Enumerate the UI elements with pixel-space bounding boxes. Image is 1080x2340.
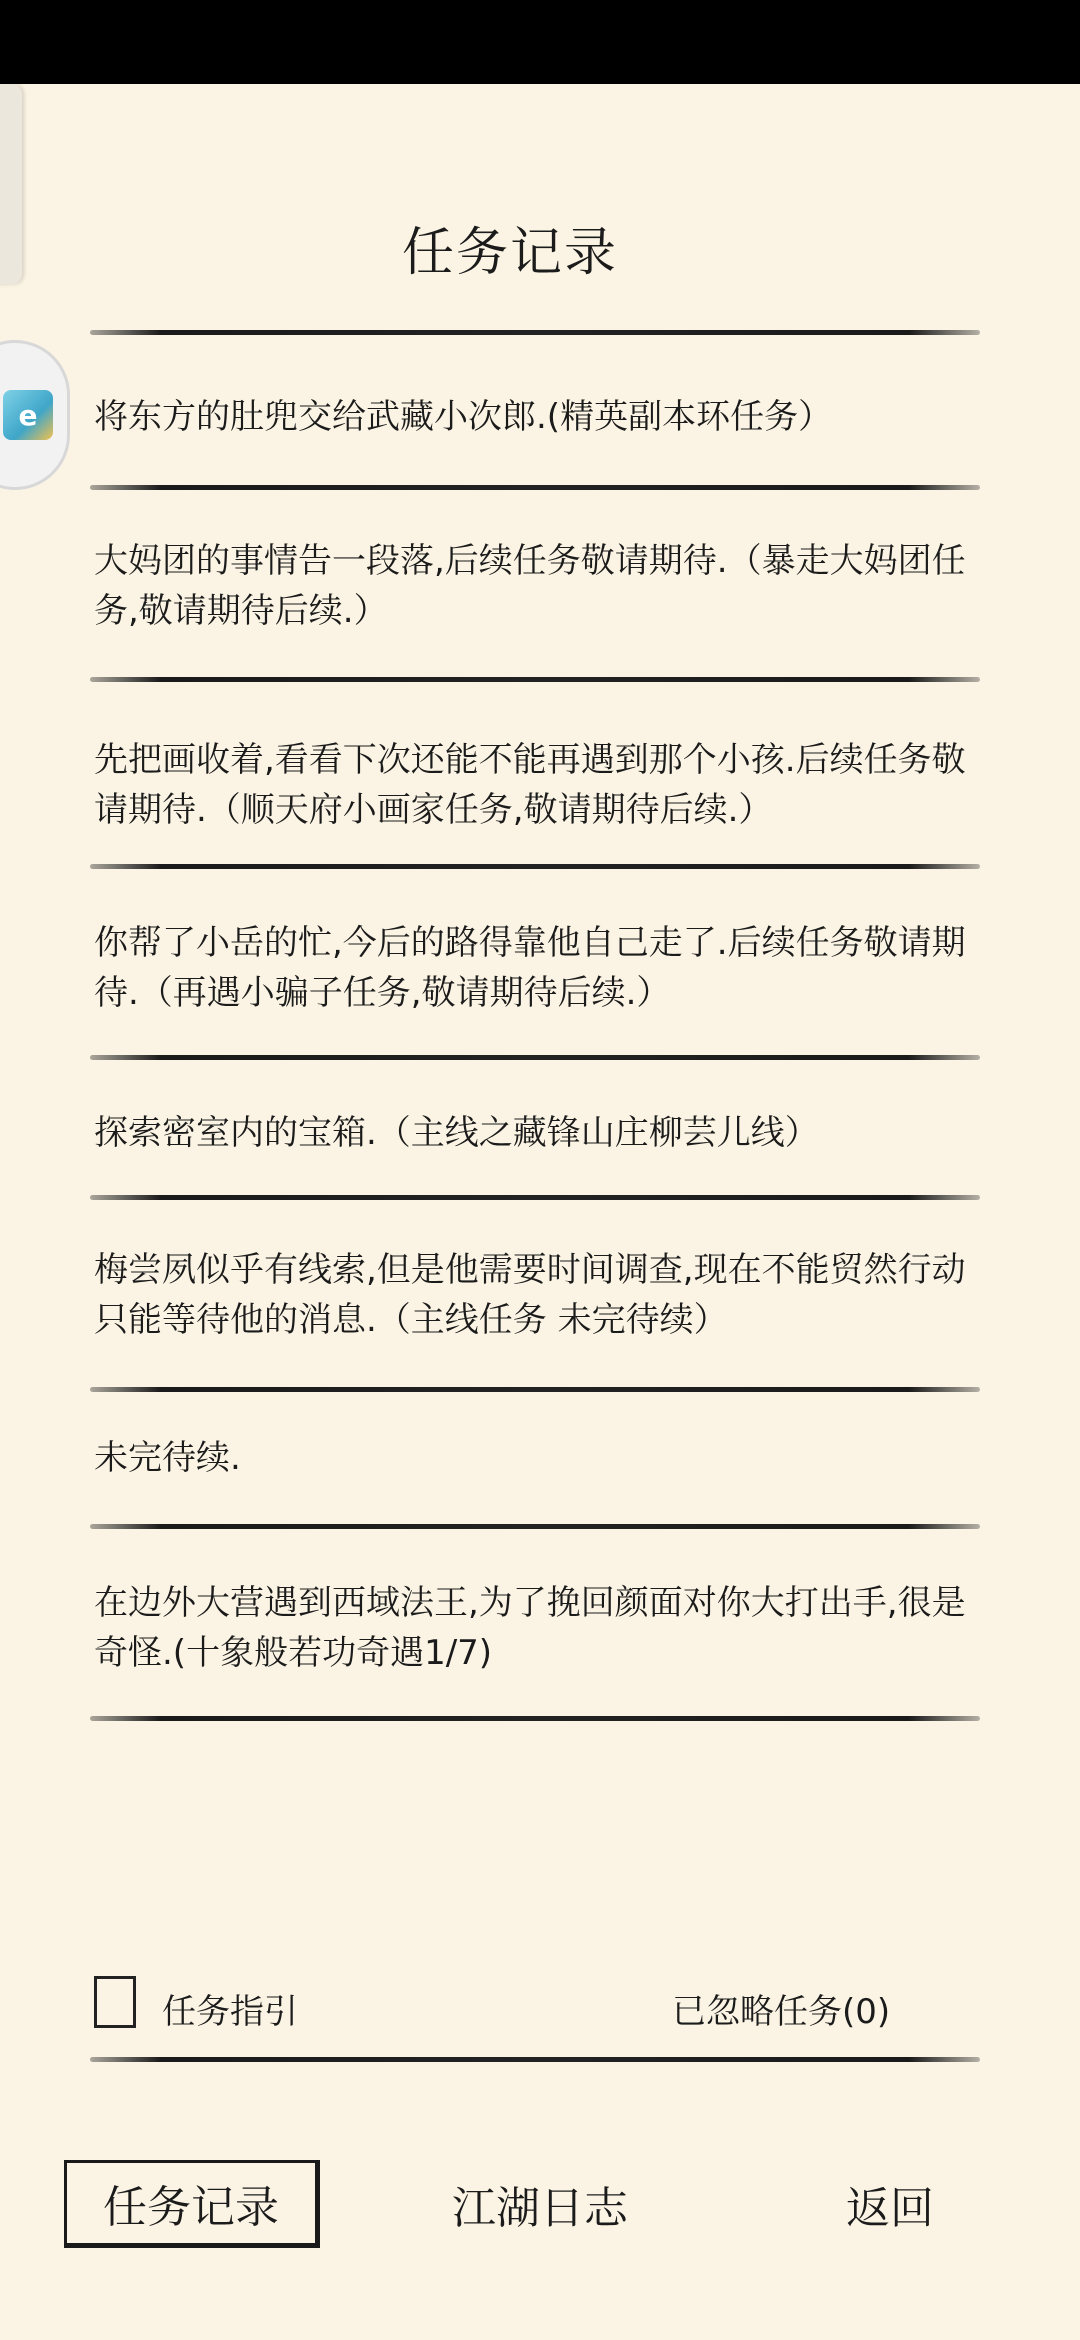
divider xyxy=(90,677,980,682)
tab-task-records[interactable]: 任务记录 xyxy=(64,2160,320,2248)
task-guide-checkbox[interactable] xyxy=(94,1976,136,2028)
divider xyxy=(90,1524,980,1529)
divider xyxy=(90,864,980,869)
status-bar xyxy=(0,0,1080,84)
floating-assistant-button[interactable] xyxy=(0,340,70,490)
divider xyxy=(90,1055,980,1060)
divider xyxy=(90,2057,980,2062)
page-title: 任务记录 xyxy=(401,223,618,283)
task-item[interactable]: 梅尝夙似乎有线索,但是他需要时间调查,现在不能贸然行动只能等待他的消息.（主线任务 未完待续） xyxy=(94,1250,966,1340)
divider xyxy=(90,1716,980,1721)
ignored-tasks-link[interactable]: 已忽略任务(0) xyxy=(672,1992,891,2032)
task-item[interactable]: 未完待续. xyxy=(94,1438,241,1478)
divider xyxy=(90,330,980,335)
task-item[interactable]: 在边外大营遇到西域法王,为了挽回颜面对你大打出手,很是奇怪.(十象般若功奇遇1/7) xyxy=(94,1583,966,1673)
task-item[interactable]: 先把画收着,看看下次还能不能再遇到那个小孩.后续任务敬请期待.（顺天府小画家任务,敬请期待后续.） xyxy=(94,740,966,830)
tab-jianghu-journal[interactable]: 江湖日志 xyxy=(452,2183,628,2234)
task-item[interactable]: 探索密室内的宝箱.（主线之藏锋山庄柳芸儿线） xyxy=(94,1113,819,1153)
task-guide-label: 任务指引 xyxy=(162,1992,298,2032)
app-logo-icon: e xyxy=(3,390,53,440)
task-item[interactable]: 大妈团的事情告一段落,后续任务敬请期待.（暴走大妈团任务,敬请期待后续.） xyxy=(94,541,966,631)
task-item[interactable]: 将东方的肚兜交给武藏小次郎.(精英副本环任务） xyxy=(94,397,833,437)
divider xyxy=(90,485,980,490)
divider xyxy=(90,1387,980,1392)
task-item[interactable]: 你帮了小岳的忙,今后的路得靠他自己走了.后续任务敬请期待.（再遇小骗子任务,敬请期待后续.） xyxy=(94,923,966,1013)
divider xyxy=(90,1195,980,1200)
back-button[interactable]: 返回 xyxy=(846,2183,934,2234)
